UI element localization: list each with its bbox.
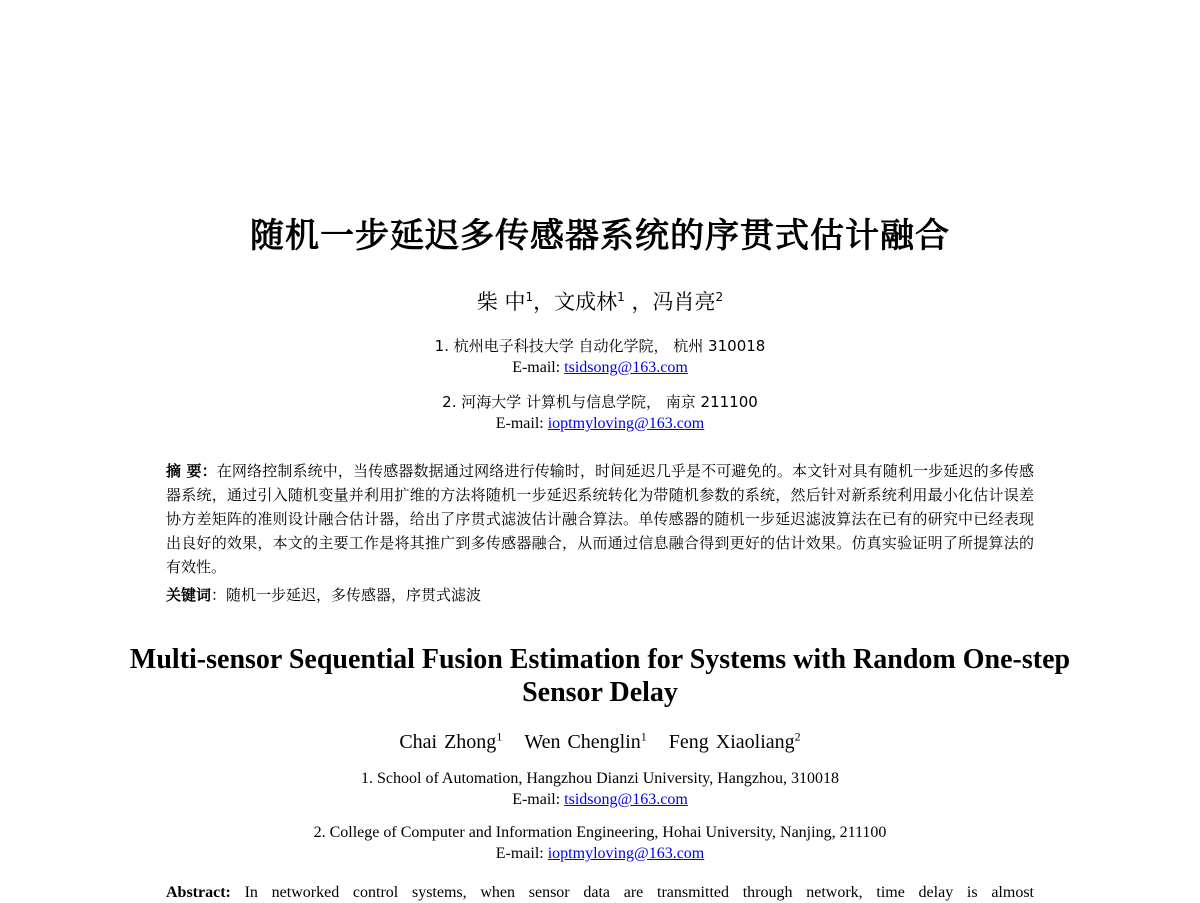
abstract-text-en: In networked control systems, when sensor data are transmitted through network, time delay is almost [230, 884, 1034, 901]
english-title-line-2: Sensor Delay [522, 677, 678, 708]
author-separator: ， [624, 290, 653, 314]
chinese-affiliation-2 [0, 392, 1200, 434]
email-label: E-mail: [512, 359, 565, 376]
author-chai: 柴 中 [476, 290, 526, 314]
email-link[interactable]: tsidsong@163.com [564, 791, 688, 808]
english-authors [0, 731, 1200, 754]
english-affiliation-1 [0, 768, 1200, 810]
author-affil-sup: 1 [617, 290, 625, 304]
chinese-title: 随机一步延迟多传感器系统的序贯式估计融合 [250, 216, 950, 256]
email-label: E-mail: [512, 791, 565, 808]
english-abstract [166, 883, 1034, 903]
keywords-text: 随机一步延迟，多传感器，序贯式滤波 [226, 586, 482, 604]
email-line [0, 357, 1200, 378]
email-label: E-mail: [495, 415, 548, 432]
author-affil-sup: 1 [525, 290, 534, 304]
affiliation-line: 2. College of Computer and Information Engineering, Hohai University, Nanjing, 211100 [313, 824, 887, 841]
author-separator: ， [533, 290, 555, 314]
author-chai-en: Chai Zhong [399, 731, 497, 753]
email-line [0, 843, 1200, 864]
affiliation-line: 1. 杭州电子科技大学 自动化学院， 杭州 310018 [434, 337, 766, 355]
abstract-label: 摘 要： [166, 462, 217, 480]
email-line [0, 789, 1200, 810]
email-link[interactable]: tsidsong@163.com [564, 359, 688, 376]
english-title-line-1: Multi-sensor Sequential Fusion Estimation for Systems with Random One-step [129, 644, 1071, 675]
affiliation-line: 1. School of Automation, Hangzhou Dianzi University, Hangzhou, 310018 [361, 770, 839, 787]
chinese-abstract [166, 459, 1034, 579]
abstract-label-en: Abstract: [166, 884, 231, 901]
email-link[interactable]: ioptmyloving@163.com [547, 845, 705, 862]
author-feng: 冯肖亮 [652, 290, 716, 314]
author-affil-sup: 1 [496, 729, 503, 744]
email-link[interactable]: ioptmyloving@163.com [547, 415, 705, 432]
email-label: E-mail: [495, 845, 548, 862]
email-line [0, 413, 1200, 434]
keywords-colon: ： [211, 586, 227, 604]
keywords-label: 关键词 [166, 586, 212, 604]
english-affiliation-2 [0, 822, 1200, 864]
english-title [100, 643, 1100, 709]
chinese-authors [0, 286, 1200, 316]
author-wen: 文成林 [554, 290, 618, 314]
chinese-keywords [166, 583, 1034, 607]
author-wen-en: Wen Chenglin [524, 731, 641, 753]
author-affil-sup: 1 [640, 729, 647, 744]
abstract-text: 在网络控制系统中，当传感器数据通过网络进行传输时，时间延迟几乎是不可避免的。本文针对具有随机一步延迟的多传感器系统，通过引入随机变量并利用扩维的方法将随机一步延迟系统转化为带随机参数的系统，然后针对新系统利用最小化估计误差协方差矩阵的准则设计融合估计器，给出了序贯式滤波估计融合算法。单传感器的随机一步延迟滤波算法在已有的研究中已经表现出良好的效果，本文的主要工作是将其推广到多传感器融合，从而通过信息融合得到更好的估计效果。仿真实验证明了所提算法的有效性。 [166, 462, 1034, 576]
affiliation-line: 2. 河海大学 计算机与信息学院， 南京 211100 [442, 393, 758, 411]
author-affil-sup: 2 [715, 290, 724, 304]
author-affil-sup: 2 [794, 729, 801, 744]
chinese-affiliation-1 [0, 336, 1200, 378]
author-feng-en: Feng Xiaoliang [668, 731, 795, 753]
